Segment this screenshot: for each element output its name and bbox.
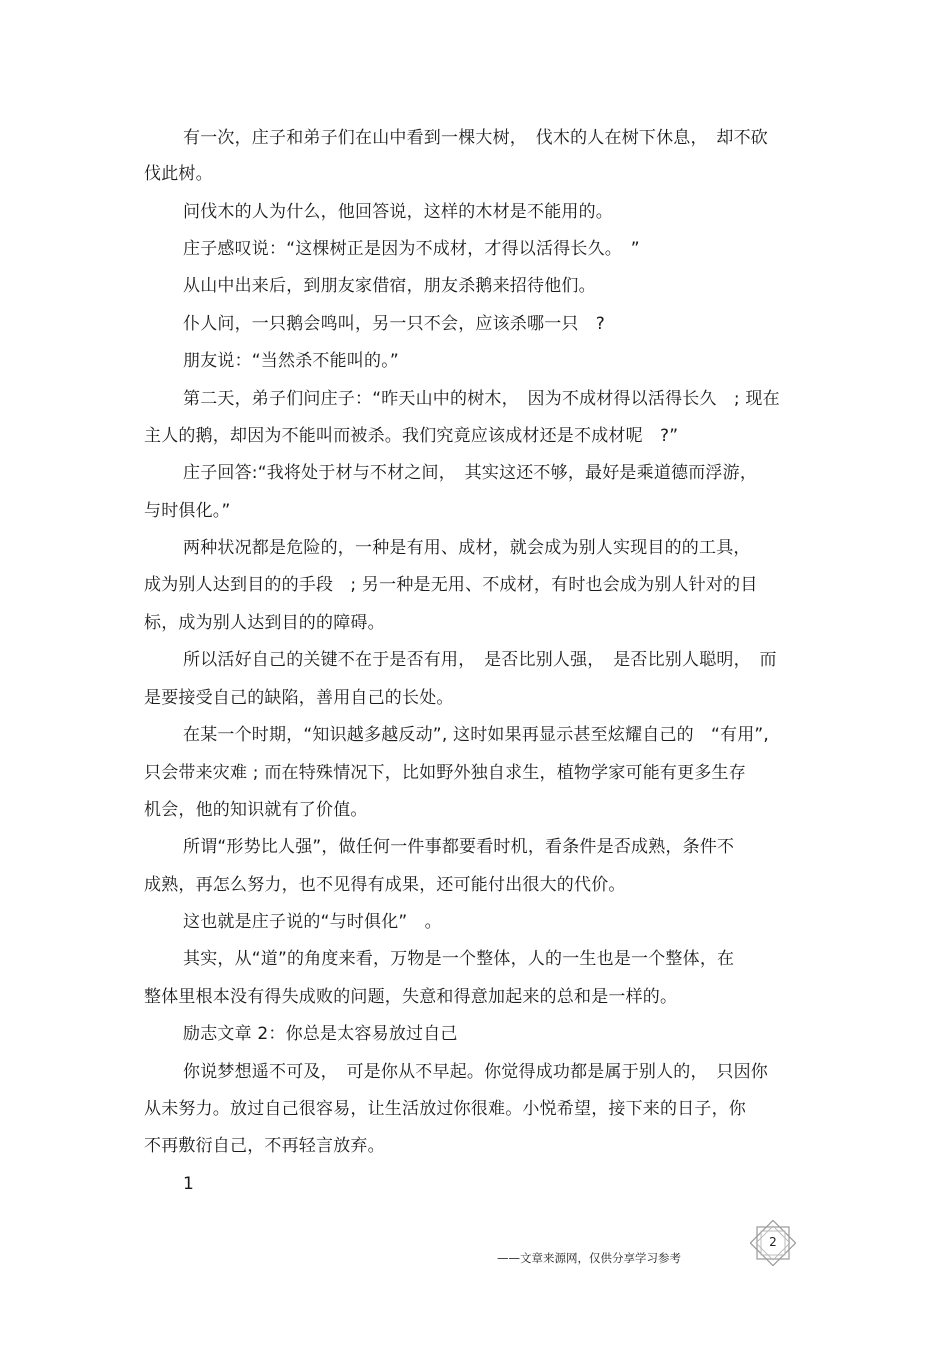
text-line: 主人的鹅，却因为不能叫而被杀。我们究竟应该成材还是不成材呢 ?” (144, 426, 679, 446)
text-line: 成为别人达到目的的手段 ; 另一种是无用、不成材，有时也会成为别人针对的目 (144, 575, 758, 595)
section-heading: 励志文章 2：你总是太容易放过自己 (183, 1024, 458, 1044)
text-line: 从未努力。放过自己很容易，让生活放过你很难。小悦希望，接下来的日子，你 (144, 1099, 746, 1119)
text-line: 有一次，庄子和弟子们在山中看到一棵大树， 伐木的人在树下休息， 却不砍 (183, 128, 768, 148)
text-line: 庄子回答:“我将处于材与不材之间， 其实这还不够，最好是乘道德而浮游， (183, 463, 758, 483)
text-line: 只会带来灾难 ; 而在特殊情况下，比如野外独自求生，植物学家可能有更多生存 (144, 763, 746, 783)
text-line: 整体里根本没有得失成败的问题，失意和得意加起来的总和是一样的。 (144, 987, 678, 1007)
text-line: 伐此树。 (144, 164, 213, 184)
page-number-badge (750, 1220, 796, 1266)
source-note: ——文章来源网，仅供分享学习参考 (497, 1251, 681, 1265)
text-line: 朋友说：“当然杀不能叫的。” (183, 351, 399, 371)
text-line: 是要接受自己的缺陷，善用自己的长处。 (144, 688, 454, 708)
text-line: 成熟，再怎么努力，也不见得有成果，还可能付出很大的代价。 (144, 875, 626, 895)
text-line: 在某一个时期，“知识越多越反动”, 这时如果再显示甚至炫耀自己的 “有用”, (183, 725, 770, 745)
text-line: 所以活好自己的关键不在于是否有用， 是否比别人强， 是否比别人聪明， 而 (183, 650, 777, 670)
text-line: 你说梦想遥不可及， 可是你从不早起。你觉得成功都是属于别人的， 只因你 (183, 1062, 768, 1082)
text-line: 机会，他的知识就有了价值。 (144, 800, 368, 820)
text-line: 其实，从“道”的角度来看，万物是一个整体，人的一生也是一个整体，在 (183, 949, 735, 969)
text-line: 两种状况都是危险的，一种是有用、成材，就会成为别人实现目的的工具， (183, 538, 751, 558)
page-number: 2 (769, 1235, 777, 1249)
text-line: 问伐木的人为什么，他回答说，这样的木材是不能用的。 (183, 202, 613, 222)
text-line: 不再敷衍自己，不再轻言放弃。 (144, 1136, 385, 1156)
inline-page-number: 1 (183, 1174, 195, 1194)
text-line: 所谓“形势比人强”，做任何一件事都要看时机，看条件是否成熟，条件不 (183, 837, 735, 857)
text-line: 标，成为别人达到目的的障碍。 (144, 613, 385, 633)
text-line: 与时俱化。” (144, 501, 231, 521)
text-line: 仆人问，一只鹅会鸣叫，另一只不会，应该杀哪一只 ? (183, 314, 606, 334)
text-line: 第二天，弟子们问庄子：“昨天山中的树木， 因为不成材得以活得长久 ; 现在 (183, 389, 780, 409)
text-line: 从山中出来后，到朋友家借宿，朋友杀鹅来招待他们。 (183, 276, 596, 296)
text-line: 这也就是庄子说的“与时俱化” 。 (183, 912, 442, 932)
text-line: 庄子感叹说：“这棵树正是因为不成材，才得以活得长久。 ” (183, 239, 640, 259)
